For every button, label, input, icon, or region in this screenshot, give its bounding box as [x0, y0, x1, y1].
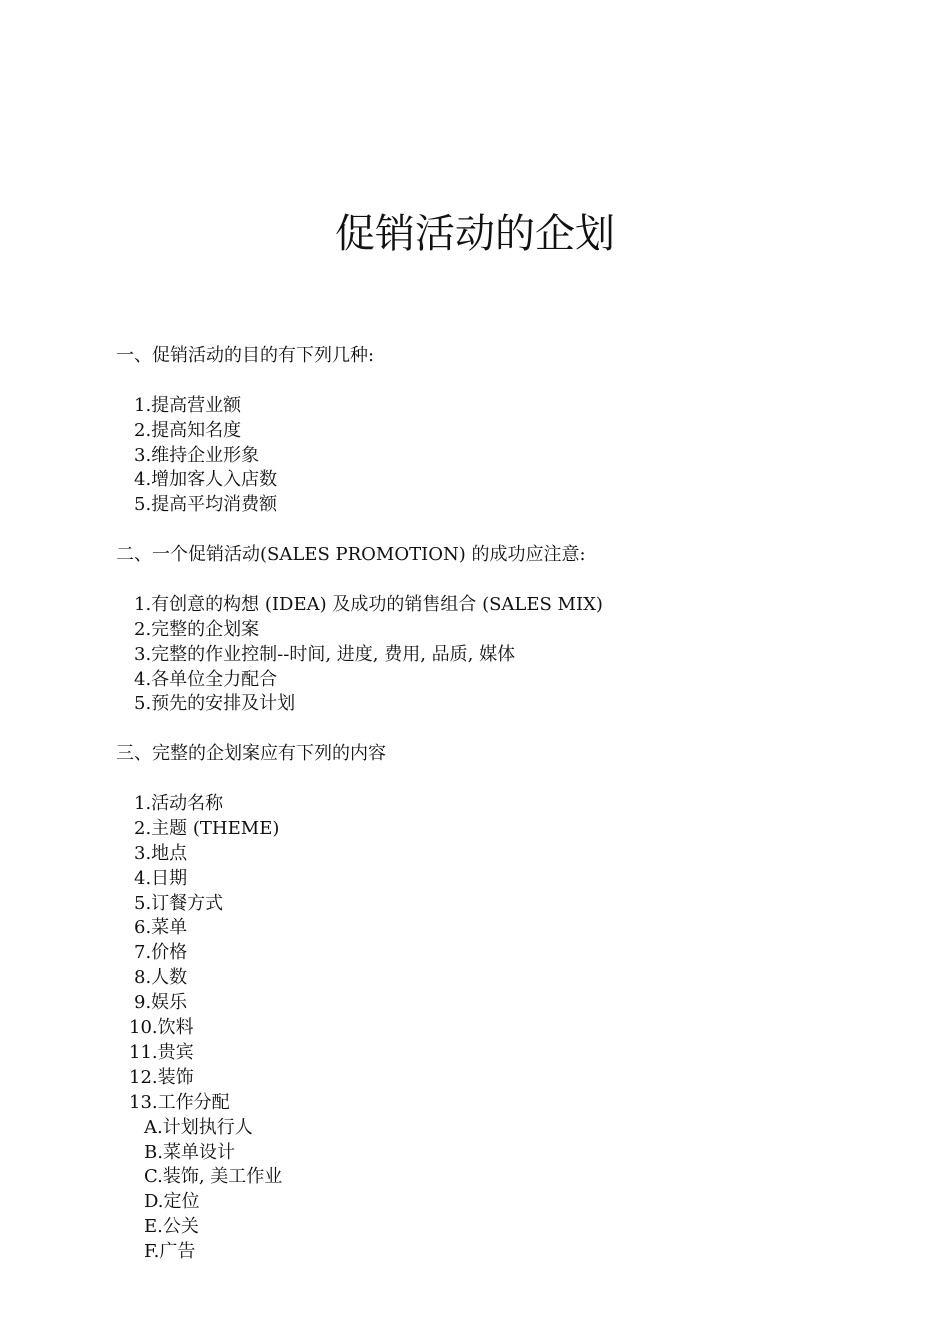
document-title: 促销活动的企划 — [335, 211, 615, 257]
list-item: 1.活动名称 — [134, 793, 224, 815]
plan-contents-list — [116, 792, 856, 1265]
sub-list-item: A.计划执行人 — [144, 1116, 253, 1138]
list-item: 2.完整的企划案 — [134, 618, 260, 640]
success-factors-list — [116, 593, 856, 717]
section-heading-purpose: 一、促销活动的目的有下列几种: — [116, 345, 375, 366]
section-heading-plan-contents: 三、完整的企划案应有下列的内容 — [116, 743, 386, 765]
sub-list-item: C.装饰, 美工作业 — [144, 1166, 283, 1188]
list-item: 4.日期 — [134, 867, 188, 889]
list-item: 1.有创意的构想 (IDEA) 及成功的销售组合 (SALES MIX) — [134, 593, 603, 615]
list-item: 5.订餐方式 — [134, 892, 224, 914]
list-item: 3.完整的作业控制--时间, 进度, 费用, 品质, 媒体 — [134, 643, 516, 665]
list-item: 1.提高营业额 — [134, 394, 242, 416]
list-item: 5.提高平均消费额 — [134, 494, 278, 516]
sub-list-item: F.广告 — [144, 1241, 196, 1263]
list-item: 3.维持企业形象 — [134, 444, 260, 466]
list-item: 4.增加客人入店数 — [134, 469, 278, 491]
list-item: 10.饮料 — [129, 1017, 194, 1039]
list-item: 11.贵宾 — [129, 1041, 194, 1063]
list-item: 8.人数 — [134, 967, 188, 989]
list-item: 6.菜单 — [134, 917, 188, 939]
list-item: 2.提高知名度 — [134, 419, 242, 441]
list-item: 12.装饰 — [129, 1066, 194, 1088]
list-item: 2.主题 (THEME) — [134, 817, 280, 839]
list-item: 4.各单位全力配合 — [134, 668, 278, 690]
list-item: 13.工作分配 — [129, 1091, 230, 1113]
sub-list-item: D.定位 — [144, 1191, 200, 1213]
list-item: 7.价格 — [134, 942, 188, 964]
list-item: 5.预先的安排及计划 — [134, 693, 296, 715]
sub-list-item: E.公关 — [144, 1216, 199, 1238]
sub-list-item: B.菜单设计 — [144, 1141, 235, 1163]
list-item: 9.娱乐 — [134, 992, 188, 1014]
list-item: 3.地点 — [134, 842, 188, 864]
document-body — [116, 344, 856, 1265]
purpose-list — [116, 394, 856, 518]
section-heading-success-factors: 二、一个促销活动(SALES PROMOTION) 的成功应注意: — [116, 544, 586, 566]
